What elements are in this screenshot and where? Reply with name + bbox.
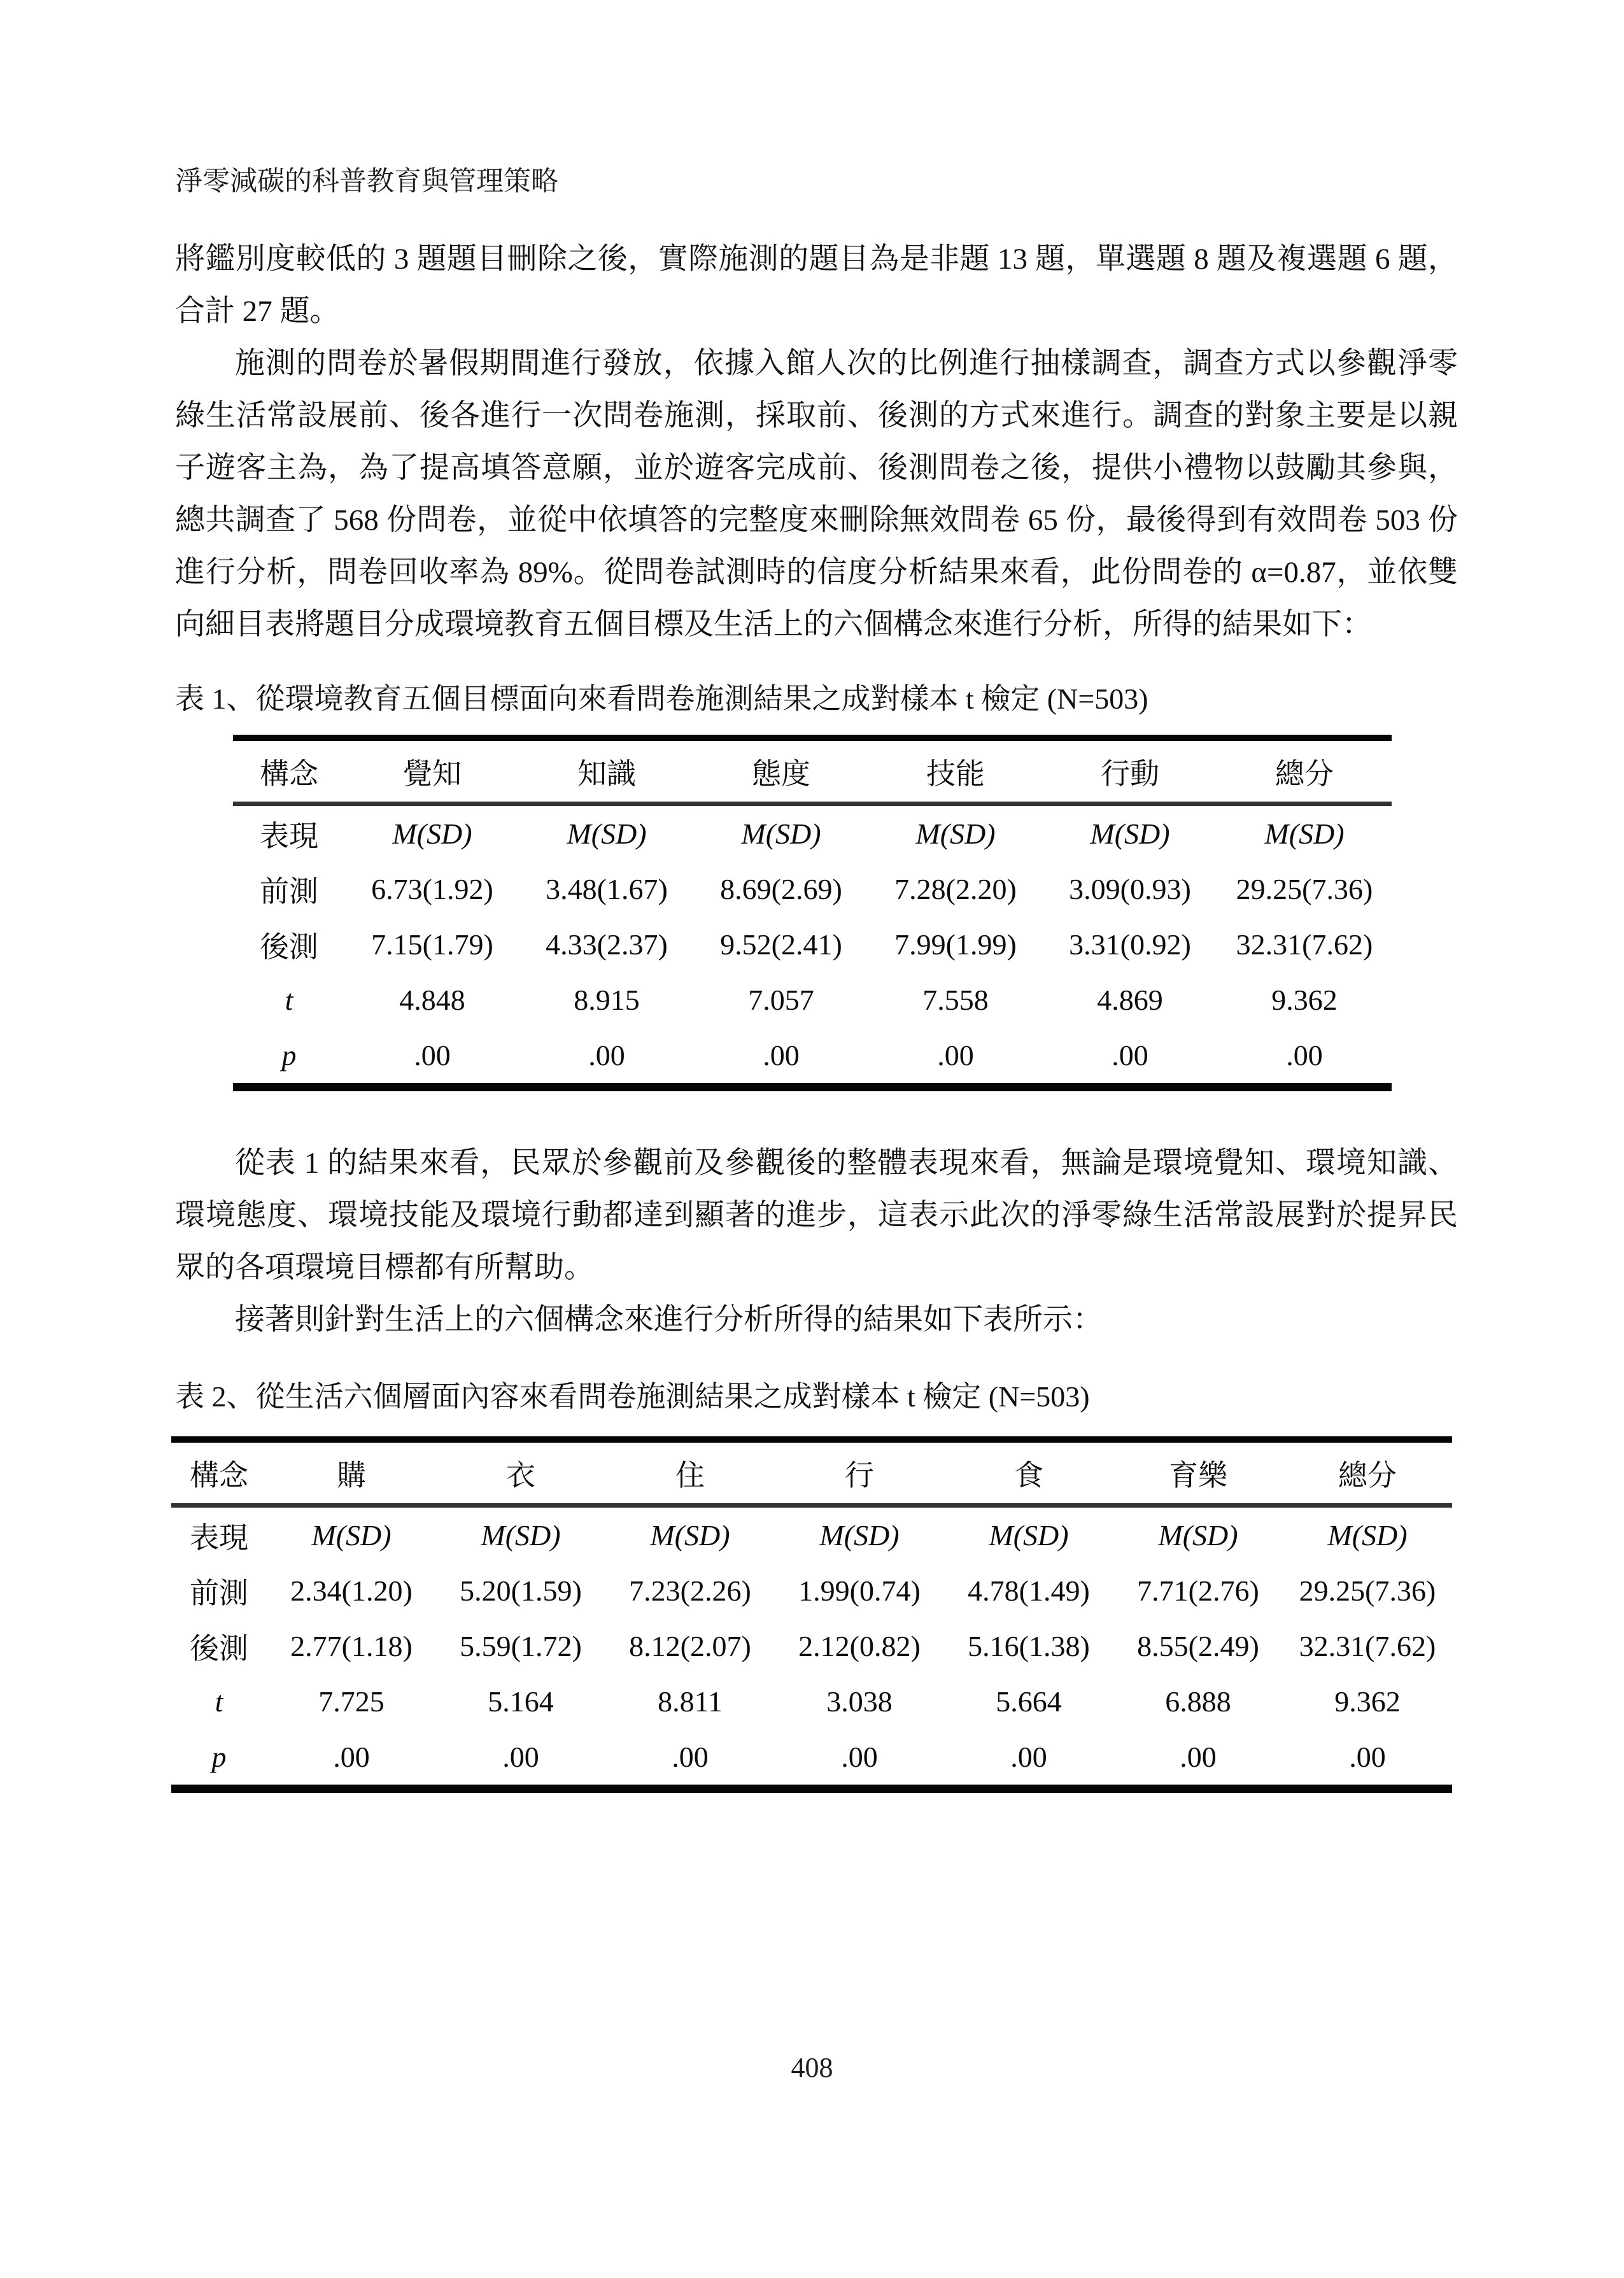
table-cell: 4.78(1.49) (968, 1574, 1090, 1607)
paragraph-4: 接著則針對生活上的六個構念來進行分析所得的結果如下表所示： (235, 1303, 1103, 1336)
table1-header-row (233, 738, 1392, 804)
table1-caption: 表 1、從環境教育五個目標面向來看問卷施測結果之成對樣本 t 檢定 (N=503) (175, 683, 1148, 715)
table-cell: 9.52(2.41) (720, 928, 842, 961)
table-cell: 5.16(1.38) (968, 1630, 1090, 1662)
table-cell: .00 (502, 1741, 539, 1773)
table-cell: 7.725 (318, 1685, 385, 1718)
row-label: 前測 (190, 1576, 248, 1609)
table-cell: M(SD) (1327, 1519, 1408, 1552)
table-cell: 3.09(0.93) (1069, 873, 1191, 905)
table-cell: M(SD) (1158, 1519, 1238, 1552)
table-cell: 8.915 (574, 984, 640, 1016)
table-cell: M(SD) (650, 1519, 730, 1552)
table-cell: .00 (588, 1039, 625, 1072)
table-cell: M(SD) (392, 817, 472, 850)
table-cell: M(SD) (915, 817, 996, 850)
table-cell: 5.664 (996, 1685, 1062, 1718)
table-cell: .00 (937, 1039, 974, 1072)
table2-row-t (171, 1674, 1452, 1729)
table-cell: 5.20(1.59) (460, 1574, 582, 1607)
table-cell: 8.69(2.69) (720, 873, 842, 905)
running-head: 淨零減碳的科普教育與管理策略 (175, 167, 558, 197)
table-cell: 7.15(1.79) (371, 928, 493, 961)
table-cell: 1.99(0.74) (798, 1574, 921, 1607)
row-label: 表現 (190, 1521, 248, 1554)
table-cell: .00 (414, 1039, 451, 1072)
table-cell: 2.34(1.20) (290, 1574, 413, 1607)
table2-row-pretest (171, 1563, 1452, 1618)
table2-header-total: 總分 (1283, 1440, 1452, 1506)
table1-header-knowledge: 知識 (519, 738, 694, 804)
table-cell: 7.558 (922, 984, 989, 1016)
table-cell: 4.33(2.37) (546, 928, 668, 961)
table-cell: M(SD) (741, 817, 821, 850)
table-cell: M(SD) (1090, 817, 1170, 850)
table-cell: 3.31(0.92) (1069, 928, 1191, 961)
table-cell: 4.848 (399, 984, 465, 1016)
table-cell: M(SD) (567, 817, 647, 850)
table2-header-recreation: 育樂 (1113, 1440, 1283, 1506)
table2-header-food: 食 (944, 1440, 1113, 1506)
table-cell: .00 (763, 1039, 800, 1072)
row-label: t (215, 1685, 223, 1718)
table1-row-performance (233, 804, 1392, 862)
table-cell: M(SD) (1264, 817, 1345, 850)
table2-header-purchase: 購 (267, 1440, 436, 1506)
table-cell: 8.55(2.49) (1137, 1630, 1259, 1662)
table2-header-construct: 構念 (171, 1440, 267, 1506)
paragraph-2: 施測的問卷於暑假期間進行發放，依據入館人次的比例進行抽樣調查，調查方式以參觀淨零綠生活常設展前、後各進行一次問卷施測，採取前、後測的方式來進行。調查的對象主要是以親子遊客主為，為了提高填答意願，並於遊客完成前、後測問卷之後，提供小禮物以鼓勵其參與，總共調查了 568 份問卷，並從中依填答的完整度來刪除無效問卷 65 份，最後得到有效問卷 503 份進行分析，問卷回收率為 89%。從問卷試測時的信度分析結果來看，此份問卷的 α=0.87，並依雙向細目表將題目分成環境教育五個目標及生活上的六個構念來進行分析，所得的結果如下： (175, 347, 1458, 641)
table-cell: .00 (1349, 1741, 1386, 1773)
table-cell: 7.057 (748, 984, 814, 1016)
table1-header-action: 行動 (1043, 738, 1217, 804)
table-cell: M(SD) (481, 1519, 561, 1552)
table1-row-pretest (233, 861, 1392, 917)
table1-row-t (233, 972, 1392, 1028)
paragraph-1: 將鑑別度較低的 3 題題目刪除之後，實際施測的題目為是非題 13 題，單選題 8 題及複選題 6 題，合計 27 題。 (175, 243, 1458, 328)
table1-paired-t-test-env-goals (233, 735, 1392, 1091)
table2-caption: 表 2、從生活六個層面內容來看問卷施測結果之成對樣本 t 檢定 (N=503) (175, 1380, 1090, 1413)
table-cell: 7.99(1.99) (894, 928, 1017, 961)
table-cell: .00 (1286, 1039, 1323, 1072)
table-cell: 29.25(7.36) (1299, 1574, 1436, 1607)
table-cell: 6.73(1.92) (371, 873, 493, 905)
table1-header-skill: 技能 (868, 738, 1043, 804)
table1-header-awareness: 覺知 (345, 738, 519, 804)
table-cell: 8.811 (658, 1685, 723, 1718)
row-label: 後測 (260, 930, 318, 963)
table1-row-posttest (233, 917, 1392, 972)
table-cell: 3.48(1.67) (546, 873, 668, 905)
table-cell: 9.362 (1271, 984, 1338, 1016)
table2-row-p (171, 1729, 1452, 1789)
table-cell: .00 (1010, 1741, 1047, 1773)
table-cell: M(SD) (819, 1519, 900, 1552)
table1-header-attitude: 態度 (694, 738, 868, 804)
table1-header-construct: 構念 (233, 738, 345, 804)
table-cell: 2.77(1.18) (290, 1630, 413, 1662)
table-cell: .00 (1180, 1741, 1217, 1773)
table-cell: 2.12(0.82) (798, 1630, 921, 1662)
table-cell: 32.31(7.62) (1299, 1630, 1436, 1662)
table2-header-housing: 住 (605, 1440, 775, 1506)
table2-row-posttest (171, 1618, 1452, 1674)
table-cell: .00 (333, 1741, 370, 1773)
table-cell: 7.28(2.20) (894, 873, 1017, 905)
page-number: 408 (791, 2052, 833, 2083)
row-label: 表現 (260, 819, 318, 852)
table-cell: M(SD) (989, 1519, 1069, 1552)
table-cell: 7.71(2.76) (1137, 1574, 1259, 1607)
table-cell: .00 (672, 1741, 709, 1773)
table-cell: 8.12(2.07) (629, 1630, 751, 1662)
table-cell: 5.164 (488, 1685, 554, 1718)
table-cell: 29.25(7.36) (1236, 873, 1373, 905)
table-cell: 3.038 (826, 1685, 893, 1718)
table-cell: .00 (841, 1741, 878, 1773)
row-label: t (285, 984, 293, 1016)
table-cell: 9.362 (1334, 1685, 1401, 1718)
paragraph-3: 從表 1 的結果來看，民眾於參觀前及參觀後的整體表現來看，無論是環境覺知、環境知識、環境態度、環境技能及環境行動都達到顯著的進步，這表示此次的淨零綠生活常設展對於提昇民眾的各項環境目標都有所幫助。 (175, 1147, 1458, 1284)
table-cell: 32.31(7.62) (1236, 928, 1373, 961)
table-cell: 6.888 (1165, 1685, 1231, 1718)
table2-header-transport: 行 (775, 1440, 944, 1506)
table2-row-performance (171, 1506, 1452, 1564)
table2-header-row (171, 1440, 1452, 1506)
table-cell: .00 (1112, 1039, 1148, 1072)
table-cell: 4.869 (1097, 984, 1163, 1016)
row-label: 後測 (190, 1632, 248, 1665)
table-cell: 7.23(2.26) (629, 1574, 751, 1607)
row-label: 前測 (260, 875, 318, 908)
row-label: p (281, 1039, 297, 1072)
table1-row-p (233, 1028, 1392, 1087)
table2-header-clothing: 衣 (436, 1440, 605, 1506)
table1-header-total: 總分 (1217, 738, 1392, 804)
table-cell: 5.59(1.72) (460, 1630, 582, 1662)
table-cell: M(SD) (311, 1519, 392, 1552)
row-label: p (211, 1741, 227, 1773)
table2-paired-t-test-life-aspects (171, 1436, 1452, 1793)
